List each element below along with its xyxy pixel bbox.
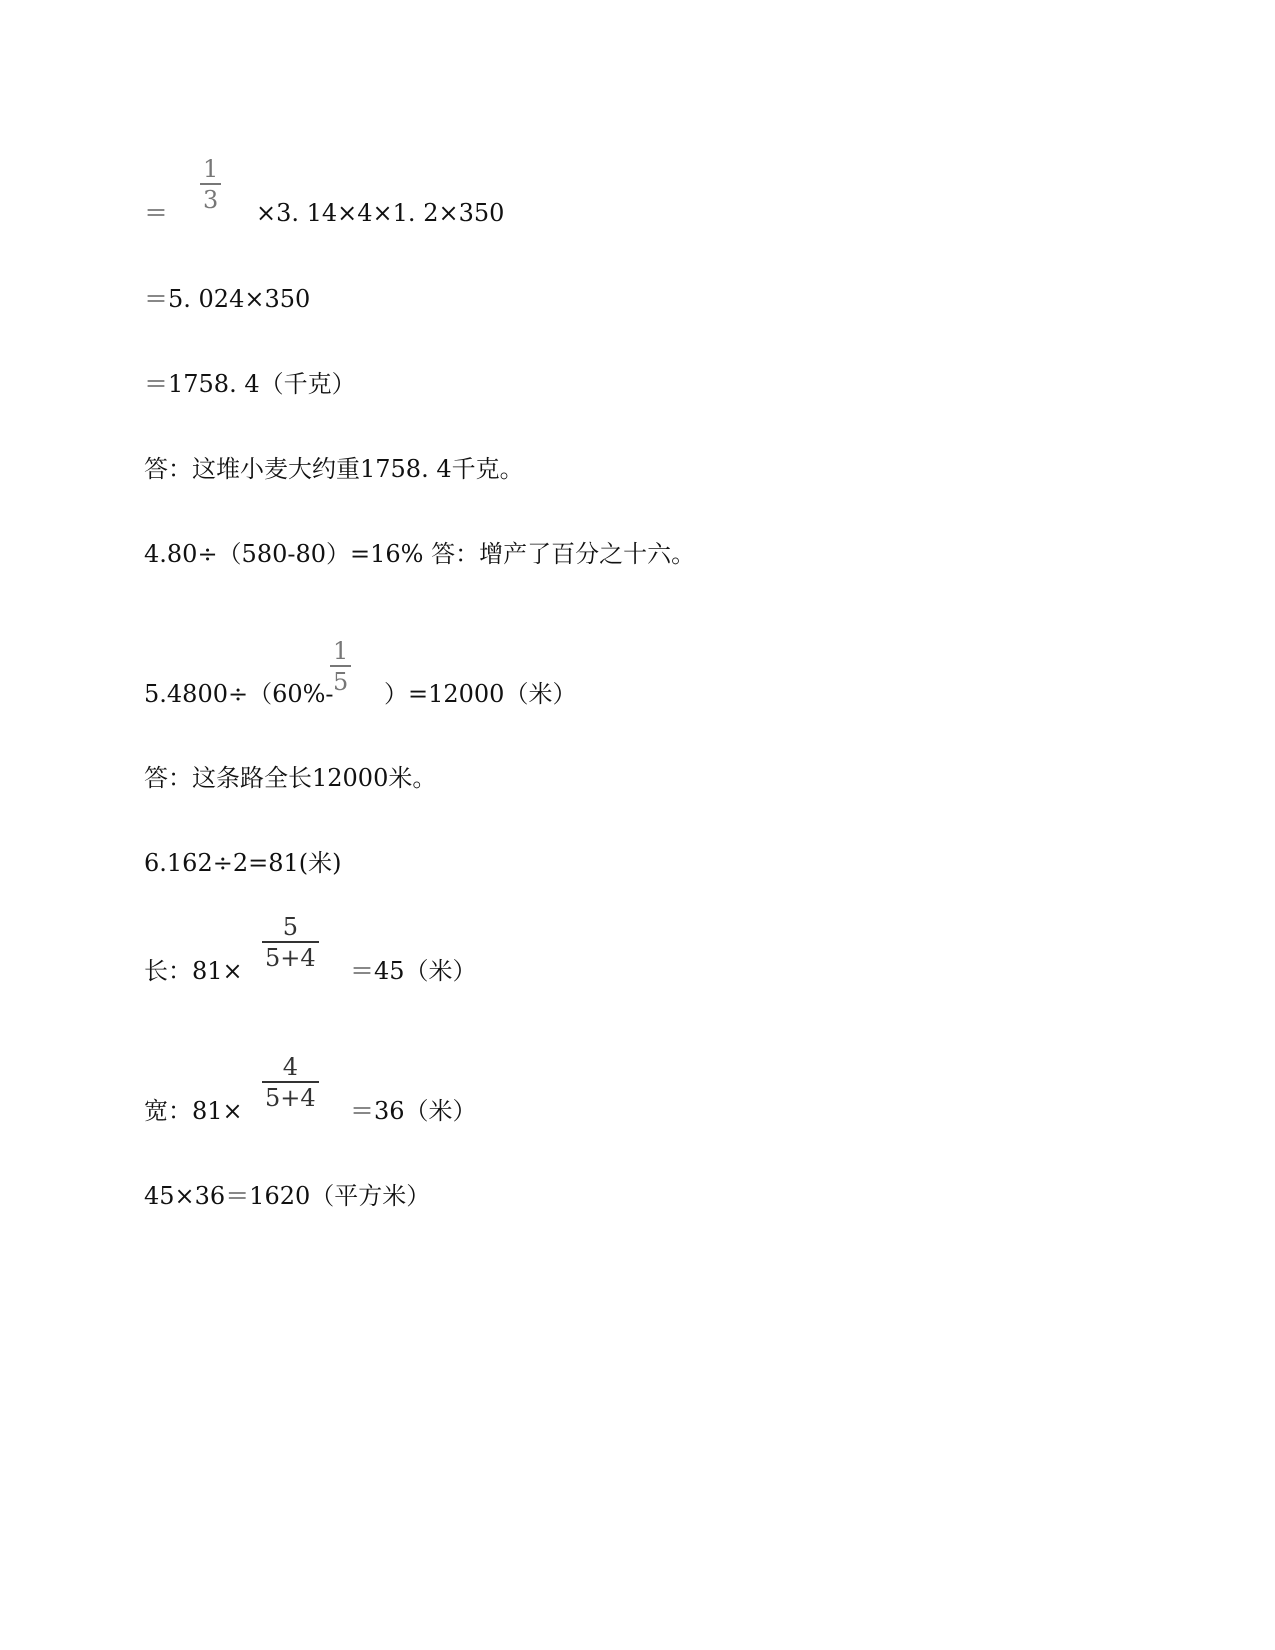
answer-line-wheat: 答：这堆小麦大约重1758. 4千克。 [144,455,524,483]
fraction-numerator: 5 [282,913,298,941]
equation-line-6-suffix: ）=12000（米） [384,680,577,708]
fraction-bar [200,183,221,185]
fraction-bar [262,941,319,943]
length-line-prefix: 长：81× [144,957,243,985]
fraction-one-third [200,156,221,213]
fraction-four-ninths [262,1054,319,1111]
answer-line-road: 答：这条路全长12000米。 [144,764,437,792]
area-line: 45×36＝1620（平方米） [144,1182,431,1210]
answer-line-increase: 4.80÷（580-80）=16% 答：增产了百分之十六。 [144,540,696,568]
fraction-denominator: 5+4 [265,1083,316,1112]
fraction-denominator: 5 [333,667,349,696]
fraction-five-ninths [262,914,319,971]
fraction-denominator: 3 [203,185,219,214]
equation-line-1-suffix: ×3. 14×4×1. 2×350 [256,199,505,227]
fraction-bar [262,1081,319,1083]
fraction-numerator: 1 [203,155,219,183]
fraction-numerator: 4 [282,1053,298,1081]
equation-line-2: ＝5. 024×350 [144,285,311,313]
equation-line-half-perimeter: 6.162÷2=81(米) [144,849,342,877]
equation-line-6-prefix: 5.4800÷（60%- [144,680,334,708]
fraction-one-fifth [330,638,351,695]
length-line-suffix: ＝45（米） [350,957,477,985]
width-line-suffix: ＝36（米） [350,1097,477,1125]
fraction-bar [330,665,351,667]
width-line-prefix: 宽：81× [144,1097,243,1125]
equation-line-1-prefix: ＝ [144,199,168,227]
fraction-numerator: 1 [333,637,349,665]
equation-line-3: ＝1758. 4（千克） [144,370,356,398]
fraction-denominator: 5+4 [265,943,316,972]
